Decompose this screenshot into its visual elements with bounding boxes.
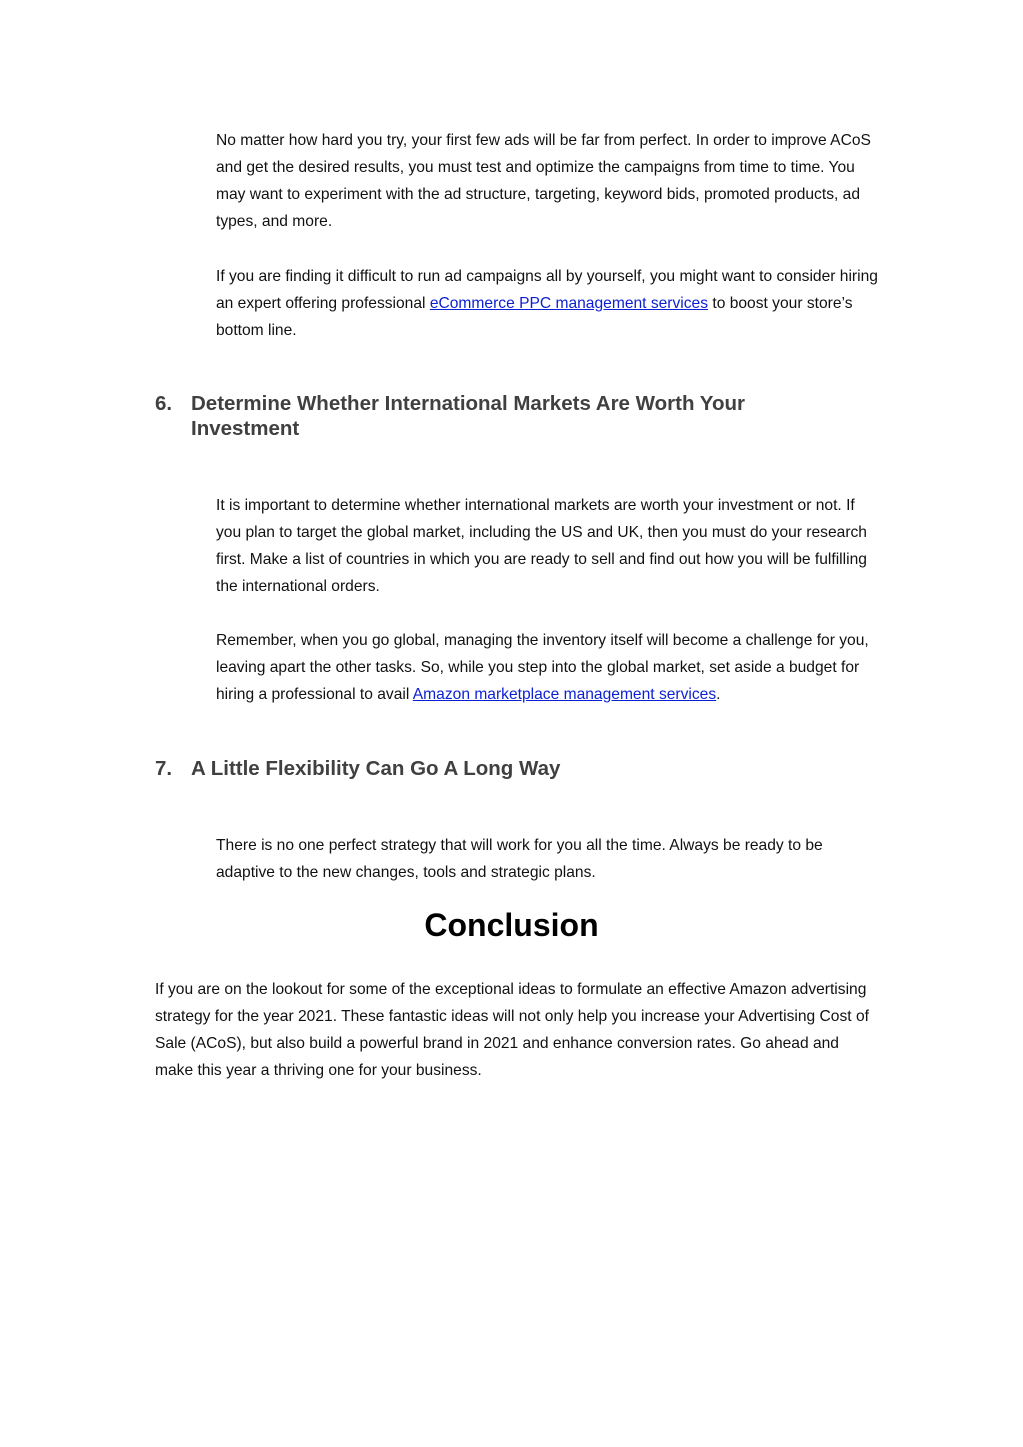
conclusion-paragraph: If you are on the lookout for some of the exceptional ideas to formulate an effective Amazon advertising strategy for the year 2021. These fantastic ideas will not only help you increase your Advertising Cost of Sale (ACoS), but also build a powerful brand in 2021 and enhance conversion rates. Go ahead and make this year a thriving one for your business. — [155, 981, 869, 1079]
section7-title: A Little Flexibility Can Go A Long Way — [191, 757, 561, 780]
paragraph-text: . — [716, 686, 721, 703]
section6-paragraph-global — [216, 627, 880, 708]
conclusion-title: Conclusion — [424, 907, 599, 943]
ecommerce-ppc-services-link[interactable]: eCommerce PPC management services — [429, 295, 709, 312]
section5-paragraph-hiring — [216, 263, 880, 344]
section6-paragraph-research: It is important to determine whether international markets are worth your investment or not. If you plan to target the global market, including the US and UK, then you must do your research first. Make a list of countries in which you are ready to sell and find out how you will be fulfilling the international orders. — [216, 497, 867, 595]
section6-title: Determine Whether International Markets Are Worth Your Investment — [191, 392, 745, 440]
section7-paragraph: There is no one perfect strategy that will work for you all the time. Always be ready to be adaptive to the new changes, tools and strategic plans. — [216, 837, 823, 881]
paragraph-text: Remember, when you go global, managing the inventory itself will become a challenge for you, leaving apart the other tasks. So, while you step into the global market, set aside a budget for hiring a professional to avail — [216, 632, 869, 703]
section7-number: 7. — [155, 757, 173, 780]
section5-paragraph-testing: No matter how hard you try, your first few ads will be far from perfect. In order to improve ACoS and get the desired results, you must test and optimize the campaigns from time to time. You may want to experiment with the ad structure, targeting, keyword bids, promoted products, ad types, and more. — [216, 132, 871, 230]
paragraph-text: to boost your store’s bottom line. — [216, 295, 853, 339]
paragraph-text: If you are finding it difficult to run ad campaigns all by yourself, you might want to consider hiring an expert offering professional — [216, 268, 878, 312]
amazon-marketplace-services-link[interactable]: Amazon marketplace management services — [412, 686, 717, 703]
section6-number: 6. — [155, 392, 173, 415]
section7-heading — [155, 756, 855, 781]
section6-heading — [155, 391, 795, 441]
